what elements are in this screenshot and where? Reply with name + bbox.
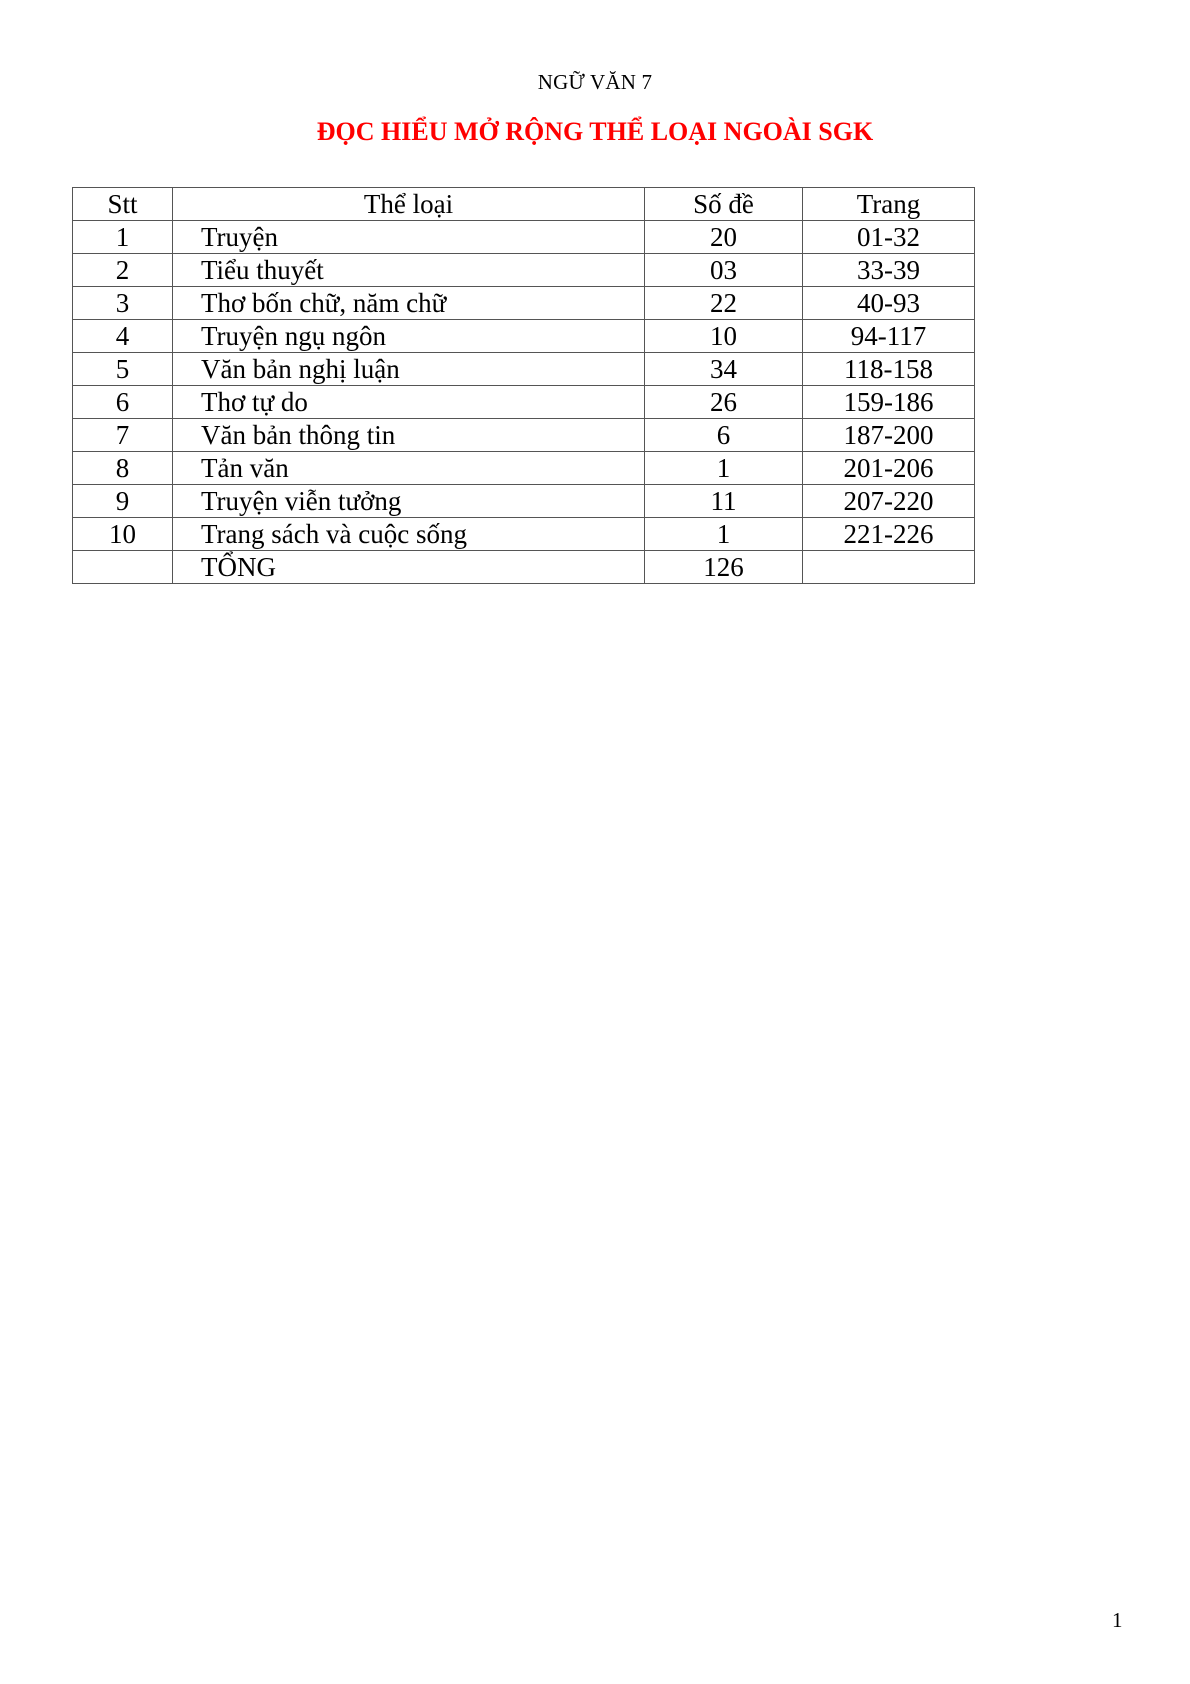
cell-stt: 10 [73,518,173,551]
table-header [73,188,975,221]
table-row [73,485,975,518]
cell-genre: Văn bản nghị luận [173,353,645,386]
cell-stt: 9 [73,485,173,518]
cell-pages: 01-32 [803,221,975,254]
cell-count: 03 [645,254,803,287]
cell-stt: 2 [73,254,173,287]
cell-count: 26 [645,386,803,419]
cell-pages: 207-220 [803,485,975,518]
genre-table [72,187,975,584]
table-body [73,221,975,584]
cell-pages: 159-186 [803,386,975,419]
cell-count: 20 [645,221,803,254]
column-header-genre: Thể loại [173,188,645,221]
cell-genre: Tản văn [173,452,645,485]
cell-genre: Truyện viễn tưởng [173,485,645,518]
cell-pages: 118-158 [803,353,975,386]
cell-pages: 40-93 [803,287,975,320]
cell-pages: 33-39 [803,254,975,287]
total-count: 126 [645,551,803,584]
column-header-stt: Stt [73,188,173,221]
cell-genre: Truyện [173,221,645,254]
cell-stt-empty [73,551,173,584]
cell-stt: 3 [73,287,173,320]
table-header-row [73,188,975,221]
table-row [73,452,975,485]
page-number: 1 [1112,1608,1123,1632]
cell-pages-empty [803,551,975,584]
subject-heading: NGỮ VĂN 7 [537,70,653,94]
table-row [73,419,975,452]
cell-stt: 8 [73,452,173,485]
cell-stt: 5 [73,353,173,386]
column-header-pages: Trang [803,188,975,221]
cell-count: 6 [645,419,803,452]
document-title: ĐỌC HIỂU MỞ RỘNG THỂ LOẠI NGOÀI SGK [316,117,874,146]
cell-count: 34 [645,353,803,386]
table-row [73,353,975,386]
cell-stt: 7 [73,419,173,452]
column-header-count: Số đề [645,188,803,221]
cell-pages: 221-226 [803,518,975,551]
table-row [73,221,975,254]
cell-genre: Thơ bốn chữ, năm chữ [173,287,645,320]
cell-stt: 4 [73,320,173,353]
cell-count: 10 [645,320,803,353]
total-label: TỔNG [173,551,645,584]
cell-count: 1 [645,518,803,551]
table-row [73,386,975,419]
table-row [73,320,975,353]
table-row [73,518,975,551]
cell-count: 11 [645,485,803,518]
cell-pages: 94-117 [803,320,975,353]
cell-stt: 6 [73,386,173,419]
cell-genre: Trang sách và cuộc sống [173,518,645,551]
cell-count: 22 [645,287,803,320]
table-row [73,287,975,320]
cell-count: 1 [645,452,803,485]
cell-stt: 1 [73,221,173,254]
cell-genre: Văn bản thông tin [173,419,645,452]
cell-pages: 187-200 [803,419,975,452]
cell-pages: 201-206 [803,452,975,485]
table-total-row [73,551,975,584]
cell-genre: Tiểu thuyết [173,254,645,287]
table-row [73,254,975,287]
cell-genre: Thơ tự do [173,386,645,419]
cell-genre: Truyện ngụ ngôn [173,320,645,353]
